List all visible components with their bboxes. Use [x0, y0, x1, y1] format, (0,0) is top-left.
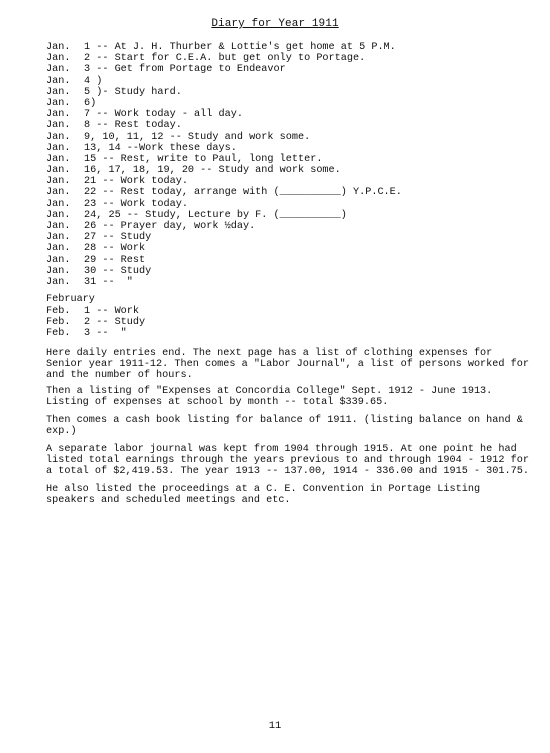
diary-entry: Jan. 9, 10, 11, 12 -- Study and work some.: [46, 131, 311, 143]
diary-entry: Jan. 7 -- Work today - all day.: [46, 109, 243, 121]
note-paragraph: Here daily entries end. The next page has a list of clothing expenses for Senior year 1911-12. Then comes a "Labor Journal", a list of persons worked for and the number of hours.: [46, 348, 529, 381]
diary-entry: Jan. 28 -- Work: [46, 243, 146, 255]
diary-entry: Jan. 21 -- Work today.: [46, 176, 188, 188]
summary-notes: [46, 348, 531, 511]
diary-entry: Jan. 8 -- Rest today.: [46, 120, 182, 132]
february-entries: [46, 306, 526, 340]
diary-entry: Jan. 5 )- Study hard.: [46, 86, 182, 98]
page-title: Diary for Year 1911: [211, 18, 339, 30]
note-paragraph: Then a listing of "Expenses at Concordia College" Sept. 1912 - June 1913. Listing of expenses at school by month -- total $339.65.: [46, 386, 493, 408]
diary-entry: Jan. 1 -- At J. H. Thurber & Lottie's get home at 5 P.M.: [46, 42, 396, 53]
diary-entry: Jan. 6): [46, 97, 97, 109]
diary-entry: Feb. 3 -- ": [46, 328, 127, 340]
note-paragraph: A separate labor journal was kept from 1904 through 1915. At one point he had listed total earnings through the years previous to and through 1904 - 1912 for a total of $2,419.53. The year 1913 -- 137.00, 1914 - 336.00 and 1915 - 301.75.: [46, 444, 529, 477]
diary-entry: Jan. 23 -- Work today.: [46, 198, 188, 210]
january-entries: [46, 42, 526, 288]
diary-entry: Jan. 16, 17, 18, 19, 20 -- Study and work some.: [46, 165, 341, 177]
diary-entry: Jan. 4 ): [46, 75, 103, 87]
diary-entry: Feb. 2 -- Study: [46, 317, 146, 329]
diary-entry: Jan. 30 -- Study: [46, 265, 152, 277]
february-heading: February: [46, 294, 95, 305]
diary-entry: Jan. 31 -- ": [46, 276, 133, 288]
page-number: 11: [268, 720, 282, 732]
diary-entry: Jan. 3 -- Get from Portage to Endeavor: [46, 64, 286, 76]
diary-entry: Feb. 1 -- Work: [46, 306, 140, 317]
note-paragraph: Then comes a cash book listing for balance of 1911. (listing balance on hand & exp.): [46, 415, 523, 437]
diary-entry: Jan. 15 -- Rest, write to Paul, long letter.: [46, 153, 323, 165]
diary-entry: Jan. 29 -- Rest: [46, 254, 146, 266]
diary-entry: Jan. 24, 25 -- Study, Lecture by F. (__________): [46, 209, 347, 221]
diary-entry: Jan. 26 -- Prayer day, work ½day.: [46, 221, 256, 232]
note-paragraph: He also listed the proceedings at a C. E. Convention in Portage Listing speakers and scheduled meetings and etc.: [46, 484, 481, 506]
diary-entry: Jan. 2 -- Start for C.E.A. but get only to Portage.: [46, 53, 366, 65]
diary-entry: Jan. 13, 14 --Work these days.: [46, 142, 237, 154]
diary-entry: Jan. 22 -- Rest today, arrange with (__________) Y.P.C.E.: [46, 187, 402, 199]
diary-entry: Jan. 27 -- Study: [46, 232, 152, 244]
